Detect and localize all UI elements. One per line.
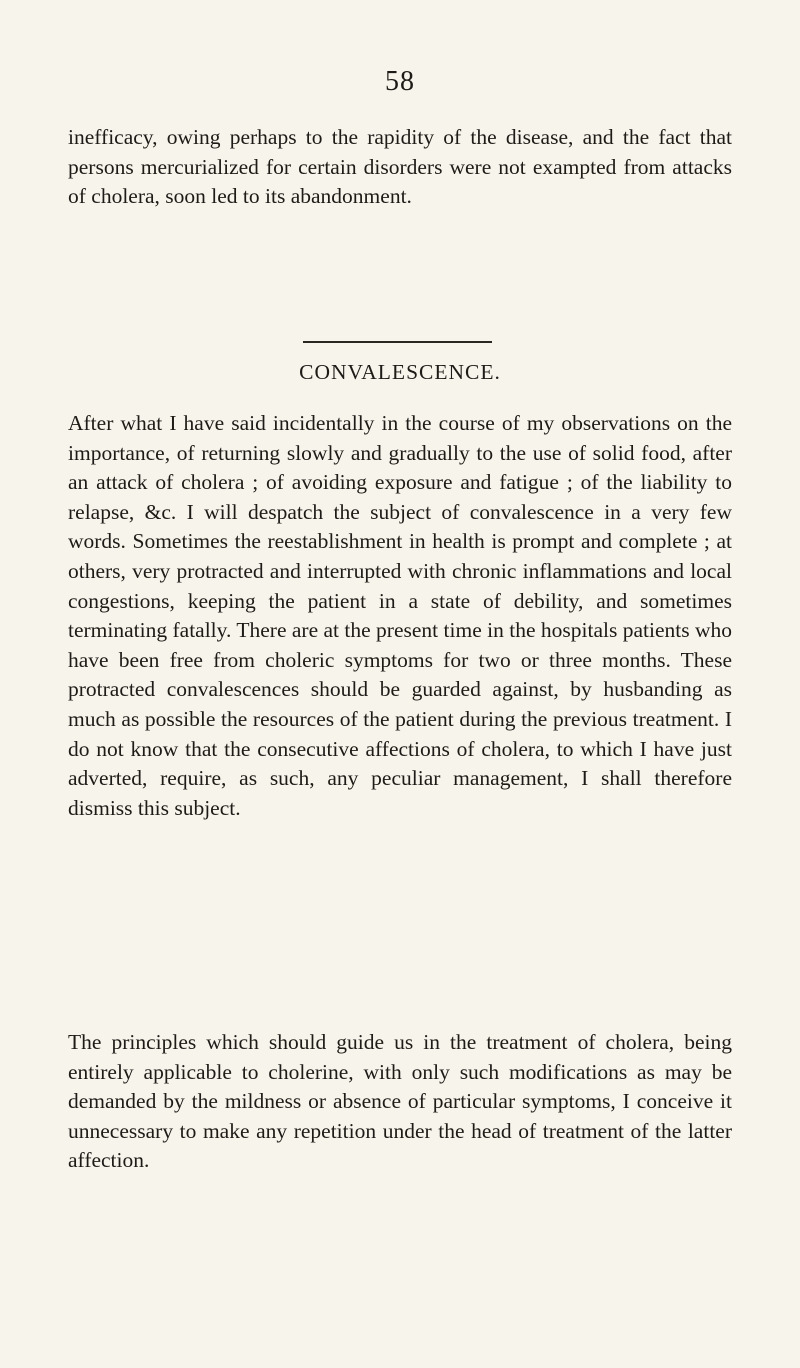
section-heading: CONVALESCENCE.	[299, 360, 501, 384]
paragraph-principles: The principles which should guide us in the treatment of cholera, being entirely applicable to cholerine, with only such modifications as may be demanded by the mildness or absence of particular symptoms, I conceive it unnecessary to make any repetition under the head of treatment of the latter affection.	[68, 1030, 732, 1173]
section-divider	[303, 341, 492, 343]
paragraph-convalescence: After what I have said incidentally in the course of my observations on the importance, of returning slowly and gradually to the use of solid food, after an attack of cholera ; of avoiding exposure and fatigue ; of the liability to relapse, &c. I will despatch the subject of convalescence in a very few words. Sometimes the reestablishment in health is prompt and complete ; at others, very protracted and interrupted with chronic inflammations and local congestions, keeping the patient in a state of debility, and sometimes terminating fatally. There are at the present time in the hospitals patients who have been free from choleric symptoms for two or three months. These protracted convalescences should be guarded against, by husbanding as much as possible the resources of the patient during the previous treatment. I do not know that the consecutive affections of cholera, to which I have just adverted, require, as such, any peculiar management, I shall therefore dismiss this subject.	[68, 411, 732, 820]
paragraph-continuation: inefficacy, owing perhaps to the rapidity of the disease, and the fact that persons mercurialized for certain disorders were not exampted from attacks of cholera, soon led to its abandonment.	[68, 125, 732, 209]
page-number: 58	[385, 66, 415, 97]
